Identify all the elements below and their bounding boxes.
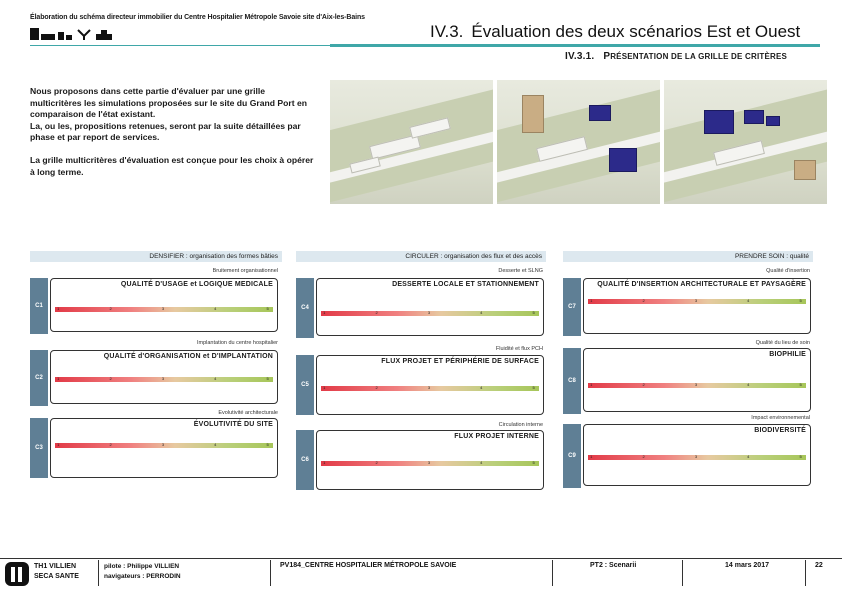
- criterion-code: C2: [30, 350, 48, 406]
- scale-tick-label: 1: [323, 385, 326, 390]
- partner-logos-icon: [30, 26, 120, 42]
- footer-navigators: navigateurs : PERRODIN: [104, 573, 181, 580]
- criterion-title: ÉVOLUTIVITÉ DU SITE: [193, 421, 273, 428]
- band-densifier: DENSIFIER : organisation des formes bâties: [30, 251, 282, 262]
- criterion-card: [583, 348, 811, 412]
- document-title: Élaboration du schéma directeur immobilier du Centre Hospitalier Métropole Savoie site d'Aix-les-Bains: [30, 14, 365, 21]
- scale-tick-label: 5: [266, 306, 269, 311]
- criterion-note: Fluidité et flux PCH: [495, 346, 543, 352]
- intro-paragraph-1: Nous proposons dans cette partie d'évaluer par une grille multicritères les simulations proposées sur le site du Grand Port en comparaison de l'état existant.: [30, 86, 307, 120]
- criterion-title: BIOPHILIE: [769, 351, 806, 358]
- scale-tick-label: 4: [747, 454, 750, 459]
- scale-tick-label: 2: [109, 306, 112, 311]
- criterion-note: Evolutivité architecturale: [218, 410, 278, 416]
- subsection-rest: RÉSENTATION DE LA GRILLE DE CRITÈRES: [610, 52, 788, 61]
- scale-tick-label: 4: [747, 298, 750, 303]
- criterion-code: C1: [30, 278, 48, 334]
- criterion-code: C5: [296, 355, 314, 415]
- scale-tick-label: 4: [214, 376, 217, 381]
- criterion-note: Implantation du centre hospitalier: [196, 340, 278, 346]
- scale-tick-label: 4: [480, 460, 483, 465]
- scale-tick-label: 1: [590, 382, 593, 387]
- model-scenario-west-image: [664, 80, 827, 204]
- rating-scale: [321, 386, 539, 391]
- scale-tick-label: 1: [323, 310, 326, 315]
- rating-scale: [321, 461, 539, 466]
- header-divider: [330, 44, 820, 47]
- scale-tick-label: 3: [694, 454, 698, 459]
- scale-tick-label: 4: [480, 385, 483, 390]
- scale-tick-label: 1: [590, 454, 593, 459]
- scale-tick-label: 5: [799, 298, 802, 303]
- criterion-card: [316, 355, 544, 415]
- criterion-code: C6: [296, 430, 314, 490]
- criterion-card: [316, 278, 544, 336]
- model-existing-image: [330, 80, 493, 204]
- firm-line-2: SECA SANTE: [34, 573, 79, 580]
- footer-team: [104, 562, 181, 582]
- firm-logo-icon: [4, 561, 30, 587]
- scale-tick-label: 5: [799, 454, 802, 459]
- band-circuler: CIRCULER : organisation des flux et des accès: [296, 251, 546, 262]
- criterion-code: C3: [30, 418, 48, 478]
- footer-firm: [34, 562, 79, 582]
- scale-tick-label: 5: [532, 460, 535, 465]
- criterion-note: Qualité du lieu de soin: [755, 340, 810, 346]
- criterion-code: C9: [563, 424, 581, 488]
- criterion-card: [583, 424, 811, 486]
- criterion-title: QUALITÉ d'ORGANISATION et D'IMPLANTATION: [103, 353, 273, 360]
- criterion-code: C8: [563, 348, 581, 414]
- criterion-card: [50, 278, 278, 332]
- footer-project: PV184_CENTRE HOSPITALIER MÉTROPOLE SAVOIE: [280, 562, 457, 569]
- scale-tick-label: 1: [590, 298, 593, 303]
- scale-tick-label: 4: [214, 306, 217, 311]
- scale-tick-label: 3: [694, 298, 698, 303]
- criterion-card: [50, 350, 278, 404]
- scale-tick-label: 2: [109, 442, 112, 447]
- footer-pilot: pilote : Philippe VILLIEN: [104, 563, 180, 570]
- scale-tick-label: 2: [642, 382, 645, 387]
- footer-phase: PT2 : Scenarii: [590, 562, 637, 569]
- scale-tick-label: 3: [427, 460, 431, 465]
- footer-separator: [98, 560, 99, 586]
- scale-tick-label: 1: [57, 306, 60, 311]
- scale-tick-label: 4: [214, 442, 217, 447]
- criterion-note: Impact environnemental: [751, 415, 810, 421]
- criterion-note: Bruitement organisationnel: [212, 268, 278, 274]
- footer-date: 14 mars 2017: [725, 562, 769, 569]
- scale-tick-label: 3: [694, 382, 698, 387]
- model-scenario-east-image: [497, 80, 660, 204]
- criterion-title: QUALITÉ D'INSERTION ARCHITECTURALE ET PAYSAGÈRE: [597, 281, 806, 288]
- criterion-card: [316, 430, 544, 490]
- scale-tick-label: 3: [161, 442, 165, 447]
- footer-separator: [270, 560, 271, 586]
- scale-tick-label: 2: [642, 454, 645, 459]
- criterion-code: C7: [563, 278, 581, 336]
- footer-separator: [805, 560, 806, 586]
- page-number: 22: [815, 562, 823, 569]
- scale-tick-label: 5: [532, 310, 535, 315]
- scale-tick-label: 1: [57, 442, 60, 447]
- scale-tick-label: 2: [642, 298, 645, 303]
- rating-scale: [588, 299, 806, 304]
- scale-tick-label: 2: [375, 460, 378, 465]
- criterion-note: Qualité d'insertion: [766, 268, 810, 274]
- criterion-code: C4: [296, 278, 314, 338]
- scale-tick-label: 1: [323, 460, 326, 465]
- criterion-title: FLUX PROJET INTERNE: [454, 433, 539, 440]
- intro-paragraph-3: La grille multicritères d'évaluation est conçue pour les choix à opérer à long terme.: [30, 154, 314, 177]
- criterion-note: Circulation interne: [498, 422, 543, 428]
- subsection-number: IV.3.1.: [565, 51, 595, 62]
- rating-scale: [588, 455, 806, 460]
- scale-tick-label: 2: [375, 385, 378, 390]
- scale-tick-label: 5: [266, 376, 269, 381]
- scale-tick-label: 5: [532, 385, 535, 390]
- rating-scale: [321, 311, 539, 316]
- criterion-title: DESSERTE LOCALE ET STATIONNEMENT: [392, 281, 539, 288]
- subsection-title: [565, 51, 787, 62]
- scale-tick-label: 2: [109, 376, 112, 381]
- intro-paragraph-2: La, ou les, propositions retenues, seront par la suite détaillées par phase et par report de services.: [30, 120, 301, 143]
- criterion-title: FLUX PROJET ET PÉRIPHÉRIE DE SURFACE: [381, 358, 539, 365]
- scale-tick-label: 5: [266, 442, 269, 447]
- scale-tick-label: 3: [427, 385, 431, 390]
- section-title: [430, 22, 800, 42]
- criterion-card: [50, 418, 278, 478]
- criterion-title: QUALITÉ D'USAGE et LOGIQUE MEDICALE: [120, 281, 273, 288]
- rating-scale: [55, 377, 273, 382]
- subsection-initial: P: [603, 51, 611, 62]
- footer-separator: [682, 560, 683, 586]
- scale-tick-label: 5: [799, 382, 802, 387]
- scale-tick-label: 3: [161, 376, 165, 381]
- scale-tick-label: 4: [747, 382, 750, 387]
- criterion-note: Desserte et SLNG: [498, 268, 543, 274]
- rating-scale: [55, 307, 273, 312]
- band-prendre-soin: PRENDRE SOIN : qualité: [563, 251, 813, 262]
- scale-tick-label: 1: [57, 376, 60, 381]
- firm-line-1: TH1 VILLIEN: [34, 563, 77, 570]
- scale-tick-label: 4: [480, 310, 483, 315]
- scale-tick-label: 3: [427, 310, 431, 315]
- scale-tick-label: 2: [375, 310, 378, 315]
- section-title-text: Évaluation des deux scénarios Est et Ouest: [471, 22, 801, 41]
- criterion-title: BIODIVERSITÉ: [754, 427, 806, 434]
- header-divider-thin: [30, 45, 330, 46]
- scale-tick-label: 3: [161, 306, 165, 311]
- rating-scale: [55, 443, 273, 448]
- footer-divider: [0, 558, 842, 559]
- intro-text: [30, 86, 315, 178]
- criterion-card: [583, 278, 811, 334]
- section-number: IV.3.: [430, 22, 464, 41]
- rating-scale: [588, 383, 806, 388]
- footer-separator: [552, 560, 553, 586]
